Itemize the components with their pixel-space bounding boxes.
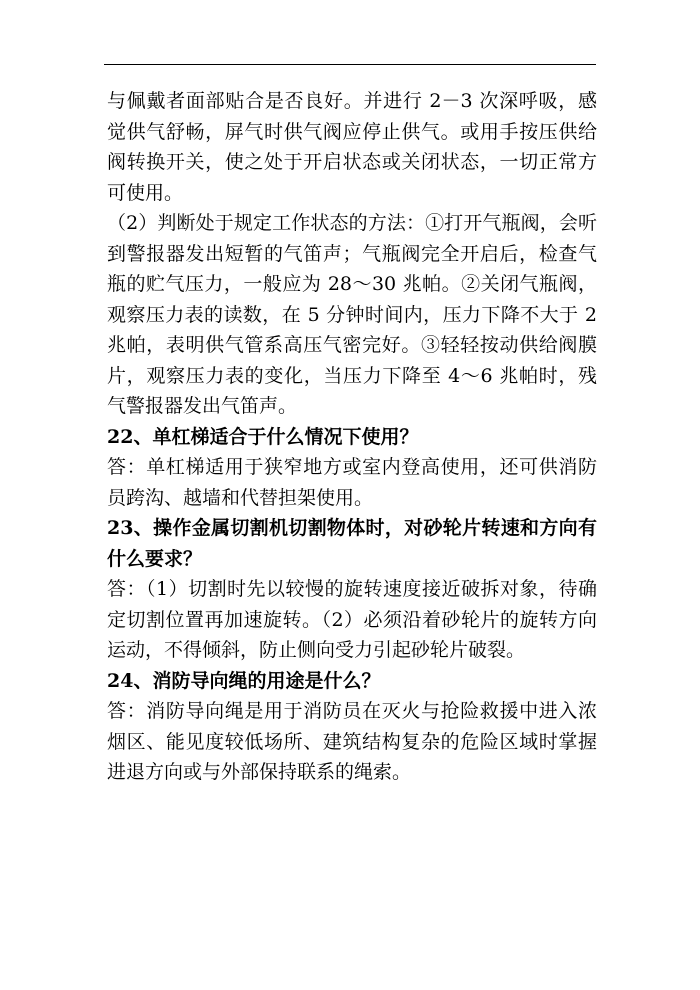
- question-24: 24、消防导向绳的用途是什么？: [107, 669, 381, 692]
- answer-22: 答：单杠梯适用于狭窄地方或室内登高使用，还可供消防员跨沟、越墙和代替担架使用。: [107, 456, 597, 509]
- question-23: 23、操作金属切割机切割物体时，对砂轮片转速和方向有什么要求？: [107, 517, 597, 570]
- header-rule: [104, 64, 596, 65]
- paragraph-breathing-check: 与佩戴者面部贴合是否良好。并进行 2－3 次深呼吸，感觉供气舒畅，屏气时供气阀应停止供气。或用手按压供给阀转换开关，使之处于开启状态或关闭状态，一切正常方可使用。: [107, 90, 597, 204]
- answer-24: 答：消防导向绳是用于消防员在灭火与抢险救援中进入浓烟区、能见度较低场所、建筑结构复杂的危险区域时掌握进退方向或与外部保持联系的绳索。: [107, 700, 597, 783]
- question-22: 22、单杠梯适合于什么情况下使用？: [107, 425, 419, 448]
- answer-23: 答：（1）切割时先以较慢的旋转速度接近破拆对象，待确定切割位置再加速旋转。（2）必须沿着砂轮片的旋转方向运动，不得倾斜，防止侧向受力引起砂轮片破裂。: [107, 578, 597, 661]
- paragraph-working-state-method: （2）判断处于规定工作状态的方法：①打开气瓶阀，会听到警报器发出短暂的气笛声；气瓶阀完全开启后，检查气瓶的贮气压力，一般应为 28～30 兆帕。②关闭气瓶阀，观察压力表的读数，在 5 分钟时间内，压力下降不大于 2 兆帕，表明供气管系高压气密完好。③轻轻按动供给阀膜片，观察压力表的变化，当压力下降至 4～6 兆帕时，残气警报器发出气笛声。: [107, 212, 597, 417]
- document-body: [107, 86, 597, 788]
